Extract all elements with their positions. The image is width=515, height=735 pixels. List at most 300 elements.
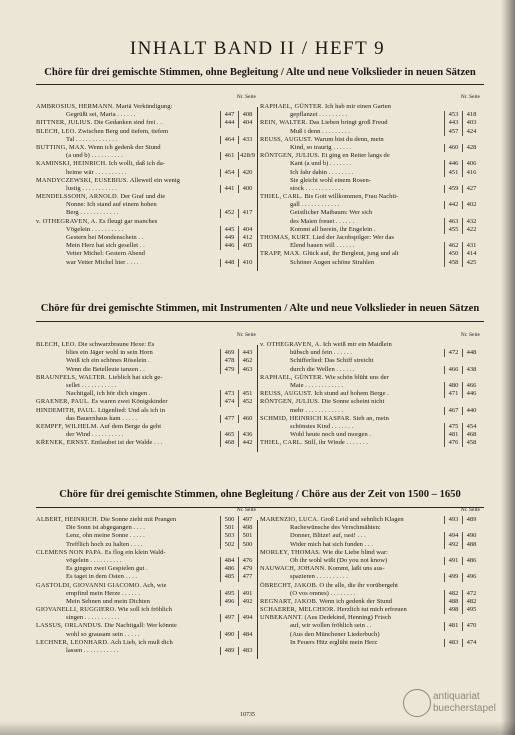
toc-entry [36, 242, 256, 250]
song-title: Auf dem Berge da geht [99, 422, 162, 430]
page-number: 462 [238, 357, 256, 365]
song-title: gall . . . . . . . . . . . . [290, 201, 340, 209]
toc-entry [36, 136, 256, 144]
watermark-line-2: buecherstapel [433, 703, 496, 714]
entry-text [290, 218, 441, 226]
edition-number: 483 [444, 639, 462, 647]
toc-entry [36, 250, 256, 258]
song-title: wohl so grausam sein . . . . . [66, 630, 140, 638]
toc-entry [36, 201, 256, 209]
toc-entry [36, 218, 256, 226]
edition-number: 458 [444, 259, 462, 267]
entry-text [290, 573, 441, 581]
toc-entry [260, 234, 480, 242]
edition-number: 469 [220, 349, 238, 357]
song-title: Es flog ein klein Wald- [104, 548, 166, 556]
song-title: blies ein Jäger wohl in sein Horn [66, 349, 153, 357]
page-number: 414 [462, 250, 480, 258]
toc-entry [36, 111, 256, 119]
entry-text [290, 242, 441, 250]
page-number: 496 [462, 573, 480, 581]
page-number: 474 [462, 639, 480, 647]
edition-number: 482 [444, 590, 462, 598]
toc-entry [260, 136, 480, 144]
entry-text [290, 357, 441, 365]
song-title: Schöner Augen schöne Strahlen [290, 258, 375, 266]
entry-text [36, 341, 217, 349]
edition-number: 485 [220, 573, 238, 581]
song-title: Sie gleicht wohl einem Rosen- [290, 176, 371, 184]
edition-number: 442 [444, 201, 462, 209]
toc-entry [36, 516, 256, 524]
column-divider [257, 345, 258, 452]
edition-number: 479 [220, 366, 238, 374]
page-number: 466 [462, 382, 480, 390]
composer-name: v. OTHEGRAVEN, A. [260, 341, 322, 348]
toc-entry [36, 152, 256, 160]
composer-name: UNBEKANNT. [260, 614, 303, 622]
entry-text [36, 423, 217, 431]
entry-text [66, 111, 217, 119]
song-title: (Aus Dedekind, Henning) Frisch [304, 614, 391, 622]
page-number: 405 [238, 242, 256, 250]
entry-text [66, 415, 217, 423]
toc-entry [36, 606, 256, 614]
toc-entry [36, 398, 256, 406]
song-title: stock . . . . . . . . . . . . [290, 184, 344, 192]
entry-text [290, 532, 441, 540]
entry-text [66, 242, 217, 250]
toc-entry [36, 185, 256, 193]
composer-name: REIN, WALTER. [260, 119, 308, 127]
song-title: Wie schön blüht uns der [324, 373, 389, 381]
edition-number: 455 [444, 226, 462, 234]
toc-entry [36, 128, 256, 136]
edition-number: 498 [444, 606, 462, 614]
entry-text [36, 144, 217, 152]
entry-text [66, 590, 217, 598]
edition-number: 475 [444, 423, 462, 431]
toc-entry [36, 407, 256, 415]
toc-entry [36, 590, 256, 598]
page-title: INHALT BAND II / HEFT 9 [129, 38, 386, 59]
entry-text [290, 639, 441, 647]
page-number: 486 [462, 557, 480, 565]
song-title: gepflanzet . . . . . . . . . [290, 111, 348, 119]
composer-name: THIEL, CARL. [260, 439, 303, 447]
composer-name: RÖNTGEN, JULIUS. [260, 398, 320, 406]
entry-text [260, 119, 441, 127]
toc-entry [260, 185, 480, 193]
toc-column-left [36, 332, 256, 447]
toc-entry [260, 169, 480, 177]
entry-text [290, 631, 441, 639]
song-title: Es gingen zwei Gespielen gut . [66, 565, 148, 573]
page-number: 424 [462, 128, 480, 136]
song-title: Kind, so traurig . . . . . . [290, 143, 352, 151]
song-title: Die Sonn ist abgegangen . . . . [66, 524, 145, 532]
toc-column-left [36, 507, 256, 655]
composer-name: KŘENEK, ERNST. [36, 439, 90, 447]
entry-text [66, 357, 217, 365]
song-title: Ach Lieb, ich muß dich [110, 638, 173, 646]
toc-entry [260, 639, 480, 647]
toc-entry [260, 415, 480, 423]
entry-text [36, 218, 217, 226]
song-title: (O vos omnes) . . . . . . . . [290, 589, 356, 597]
toc-entry [260, 532, 480, 540]
edition-number: 477 [220, 415, 238, 423]
page-number: 491 [238, 590, 256, 598]
toc-column-right [260, 507, 480, 647]
toc-entry [36, 357, 256, 365]
entry-text [260, 598, 441, 606]
edition-number: 489 [220, 647, 238, 655]
page-number: 463 [238, 366, 256, 374]
song-title: Wider mich hat sich funden . . . [290, 540, 373, 548]
song-title: war Vetter Michel hier . . . . [66, 258, 139, 266]
page-number: 488 [462, 541, 480, 549]
page-number: 422 [462, 226, 480, 234]
toc-entry [260, 218, 480, 226]
entry-text [290, 160, 441, 168]
toc-entry [36, 366, 256, 374]
composer-name: SCHMID, HEINRICH KASPAR. [260, 414, 352, 422]
toc-entry [260, 209, 480, 217]
song-title: der Wind . . . . . . . . . . [66, 431, 124, 439]
composer-name: LECHNER, LEONHARD. [36, 638, 110, 646]
toc-entry [260, 598, 480, 606]
entry-text [260, 565, 441, 573]
entry-text [260, 374, 441, 382]
edition-number: 460 [444, 144, 462, 152]
edition-number: 471 [444, 390, 462, 398]
song-title: Maie . . . . . . . . . . . . [290, 381, 344, 389]
composer-name: KEMPFF, WILHELM. [36, 422, 99, 430]
edition-number: 472 [444, 349, 462, 357]
page-edge-shadow [501, 0, 515, 735]
page-number: 425 [462, 259, 480, 267]
toc-entry [260, 541, 480, 549]
entry-text [36, 582, 217, 590]
song-title: Trefflich hoch zu halten . . . . [66, 540, 143, 548]
toc-column-left [36, 94, 256, 267]
toc-entry [36, 423, 256, 431]
edition-number: 448 [220, 259, 238, 267]
entry-text [66, 209, 217, 217]
entry-text [66, 169, 217, 177]
toc-entry [36, 582, 256, 590]
song-title: hübsch und fein . . . . . . [290, 349, 352, 357]
entry-text [36, 103, 217, 111]
entry-text [66, 565, 217, 573]
entry-text [36, 439, 217, 447]
page-number: 482 [462, 598, 480, 606]
entry-text [290, 366, 441, 374]
edition-number: 463 [444, 218, 462, 226]
toc-entry [36, 103, 256, 111]
toc-entry [260, 524, 480, 532]
page-number: 442 [238, 439, 256, 447]
composer-name: RAPHAEL, GÜNTER. [260, 103, 324, 110]
song-title: Der Graf und die [120, 193, 166, 201]
toc-entry [260, 128, 480, 136]
entry-text [260, 439, 441, 447]
entry-text [36, 549, 217, 557]
page-number: 406 [462, 160, 480, 168]
entry-text [66, 201, 217, 209]
edition-number: 447 [220, 111, 238, 119]
song-title: Muß i denn . . . . . . . . . [290, 127, 351, 135]
toc-entry [36, 541, 256, 549]
toc-entry [36, 160, 256, 168]
toc-entry [260, 341, 480, 349]
toc-entry [36, 639, 256, 647]
song-title: Rachewünsche des Verschmähten: [290, 524, 381, 532]
edition-number: 450 [444, 250, 462, 258]
entry-text [260, 516, 441, 524]
entry-text [36, 119, 217, 127]
song-title: heime wär . . . . . . . . . . [66, 168, 127, 176]
song-title: Ob ihr wohl wißt (Do you not know) [290, 556, 388, 564]
watermark-logo-icon [403, 689, 431, 717]
composer-name: GIOVANELLI, RUGGIERO. [36, 606, 117, 614]
page-number: 402 [462, 201, 480, 209]
nr-seite-header: Nr. Seite [460, 507, 480, 513]
song-title: Die Sonne zieht mit Prangen [100, 516, 177, 523]
entry-text [290, 382, 441, 390]
page-number: 458 [462, 439, 480, 447]
page-number: 483 [238, 647, 256, 655]
entry-text [66, 185, 217, 193]
edition-number: 443 [444, 119, 462, 127]
page-number: 497 [238, 516, 256, 524]
entry-text [290, 524, 441, 532]
composer-name: TRAPP, MAX. [260, 250, 302, 258]
song-title: Wenn die Betelleute tanzen . . [66, 365, 145, 373]
edition-number: 457 [444, 128, 462, 136]
toc-entry [260, 431, 480, 439]
entry-text [260, 582, 441, 590]
page-number: 418 [462, 111, 480, 119]
page-bottom-shadow [0, 721, 515, 735]
toc-entry [36, 565, 256, 573]
toc-entry [260, 423, 480, 431]
composer-name: MARENZIO, LUCA. [260, 516, 319, 523]
entry-text [36, 128, 217, 136]
page-number: 440 [462, 407, 480, 415]
watermark [403, 687, 499, 719]
song-title: Wie die Liebe blind war: [322, 548, 389, 556]
toc-entry [36, 144, 256, 152]
song-title: schönstes Kind . . . . . . . [290, 422, 354, 430]
page-number: 431 [462, 242, 480, 250]
composer-name: SCHAERER, MELCHIOR. [260, 606, 336, 614]
song-title: Lieblich hat sich ge- [108, 373, 163, 381]
entry-text [36, 516, 217, 524]
page-footer: 10735 [240, 712, 255, 718]
entry-text [290, 541, 441, 549]
song-title: Ich weiß mir ein Maidlein [322, 341, 392, 348]
edition-number: 486 [220, 565, 238, 573]
song-title: Lenz, ohn meine Sonne . . . . . [66, 532, 145, 540]
toc-entry [36, 382, 256, 390]
toc-entry [260, 398, 480, 406]
edition-number: 496 [220, 598, 238, 606]
entry-text [36, 177, 217, 185]
toc-entry [260, 103, 480, 111]
song-title: (a und b) . . . . . . . . . . [66, 152, 123, 160]
toc-entry [260, 614, 480, 622]
toc-entry [260, 160, 480, 168]
page-number: 428 [462, 144, 480, 152]
composer-name: LASSUS, ORLANDUS. [36, 622, 103, 630]
entry-text [290, 349, 441, 357]
page-number: 408 [238, 111, 256, 119]
entry-text [66, 431, 217, 439]
entry-text [66, 631, 217, 639]
nr-seite-header: Nr. Seite [236, 94, 256, 100]
page-number: 403 [462, 119, 480, 127]
edition-number: 452 [220, 209, 238, 217]
entry-text [66, 541, 217, 549]
edition-number: 446 [220, 242, 238, 250]
composer-name: ALBERT, HEINRICH. [36, 516, 99, 523]
song-title: Wohl heute noch und morgen . [290, 431, 372, 439]
page-number: 400 [238, 185, 256, 193]
entry-text [260, 250, 441, 258]
entry-text [290, 111, 441, 119]
toc-entry [260, 631, 480, 639]
song-title: Donner, Blitze! auf, rast! . . . [290, 532, 366, 540]
entry-text [290, 201, 441, 209]
toc-entry [260, 366, 480, 374]
composer-name: NAUWACH, JOHANN. [260, 565, 327, 573]
edition-number: 461 [220, 152, 238, 160]
entry-text [36, 639, 217, 647]
entry-text [66, 524, 217, 532]
section-rule-3 [36, 507, 484, 508]
page-number: 454 [462, 423, 480, 431]
song-title: O ihr alle, die ihr vorübergeht [319, 581, 399, 589]
entry-text [66, 532, 217, 540]
toc-entry [260, 582, 480, 590]
edition-number: 465 [220, 431, 238, 439]
composer-name: BLECH, LEO. [36, 127, 77, 135]
toc-entry [260, 193, 480, 201]
song-title: Wenn ich gedenk der Stund [319, 597, 392, 605]
song-title: Wie soll ich fröhlich [117, 606, 172, 614]
toc-entry [260, 111, 480, 119]
edition-number: 497 [220, 614, 238, 622]
edition-number: 484 [220, 557, 238, 565]
song-title: Ach, wie [142, 581, 167, 589]
song-title: Kant (a und b) . . . . . . . [290, 160, 352, 168]
page-number: 501 [238, 532, 256, 540]
song-title: sellet . . . . . . . . . . . [66, 381, 117, 389]
composer-name: THIEL, CARL. [260, 193, 303, 201]
page-number: 438 [462, 366, 480, 374]
song-title: Elend bauen will . . . . . . [290, 242, 355, 250]
page-number: 468 [462, 431, 480, 439]
edition-number: 453 [444, 111, 462, 119]
song-title: Gestern bei Mondenschein . . [66, 234, 144, 241]
section-rule-2 [36, 321, 484, 322]
edition-number: 493 [444, 516, 462, 524]
toc-entry [260, 407, 480, 415]
toc-entry [260, 565, 480, 573]
entry-text [260, 136, 441, 144]
toc-entry [36, 119, 256, 127]
composer-name: CLEMENS NON PAPA. [36, 548, 104, 556]
toc-entry [36, 598, 256, 606]
edition-number: 481 [444, 622, 462, 630]
entry-text [66, 152, 217, 160]
edition-number: 495 [220, 590, 238, 598]
composer-name: AMBROSIUS, HERMANN. [36, 103, 115, 110]
toc-entry [36, 622, 256, 630]
entry-text [36, 606, 217, 614]
entry-text [290, 209, 441, 217]
entry-text [36, 398, 217, 406]
page-number: 470 [462, 622, 480, 630]
page-number: 484 [238, 631, 256, 639]
composer-name: MORLEY, THOMAS. [260, 548, 321, 556]
toc-column-right [260, 332, 480, 447]
edition-number: 499 [444, 573, 462, 581]
edition-number: 464 [220, 136, 238, 144]
song-title: singen . . . . . . . . . . . [66, 614, 120, 622]
toc-entry [36, 234, 256, 242]
entry-text [290, 185, 441, 193]
toc-entry [260, 226, 480, 234]
edition-number: 500 [220, 516, 238, 524]
entry-text [290, 590, 441, 598]
toc-entry [260, 382, 480, 390]
toc-entry [36, 524, 256, 532]
entry-text [36, 160, 217, 168]
composer-name: GRAENER, PAUL. [36, 398, 90, 406]
toc-entry [260, 357, 480, 365]
edition-number: 446 [444, 160, 462, 168]
edition-number: 466 [444, 366, 462, 374]
song-title: Die Nachtigall: Wer könnte [104, 622, 177, 630]
toc-entry [260, 374, 480, 382]
toc-entry [260, 242, 480, 250]
song-title: empfind mein Herze . . . . . . [66, 589, 140, 597]
entry-text [66, 647, 217, 655]
song-title: Geistlicher Maibaum: Wer sich [290, 209, 373, 217]
song-title: durch die Wellen . . . . . . [290, 365, 355, 373]
song-title: Tal . . . . . . . . . . . . . [66, 135, 118, 143]
section-heading-2: Chöre für drei gemischte Stimmen, mit Instrumenten / Alte und neue Volkslieder in neuen Sätzen [40, 303, 480, 314]
toc-entry [36, 431, 256, 439]
composer-name: BITTNER, JULIUS. [36, 119, 93, 127]
page-number: 404 [238, 119, 256, 127]
page-number: 472 [462, 590, 480, 598]
page-number: 460 [238, 415, 256, 423]
entry-text [66, 136, 217, 144]
song-title: Bis Gott willkommen, Frau Nachti- [304, 193, 399, 201]
toc-entry [36, 549, 256, 557]
edition-number: 503 [220, 532, 238, 540]
entry-text [290, 226, 441, 234]
song-title: Vögelein . . . . . . . . . . [66, 225, 124, 233]
song-title: In Feuers Hitz erglüht mein Herz [290, 638, 378, 646]
page-number: 498 [238, 524, 256, 532]
composer-name: BRAUNFELS, WALTER. [36, 373, 107, 381]
entry-text [260, 103, 441, 111]
